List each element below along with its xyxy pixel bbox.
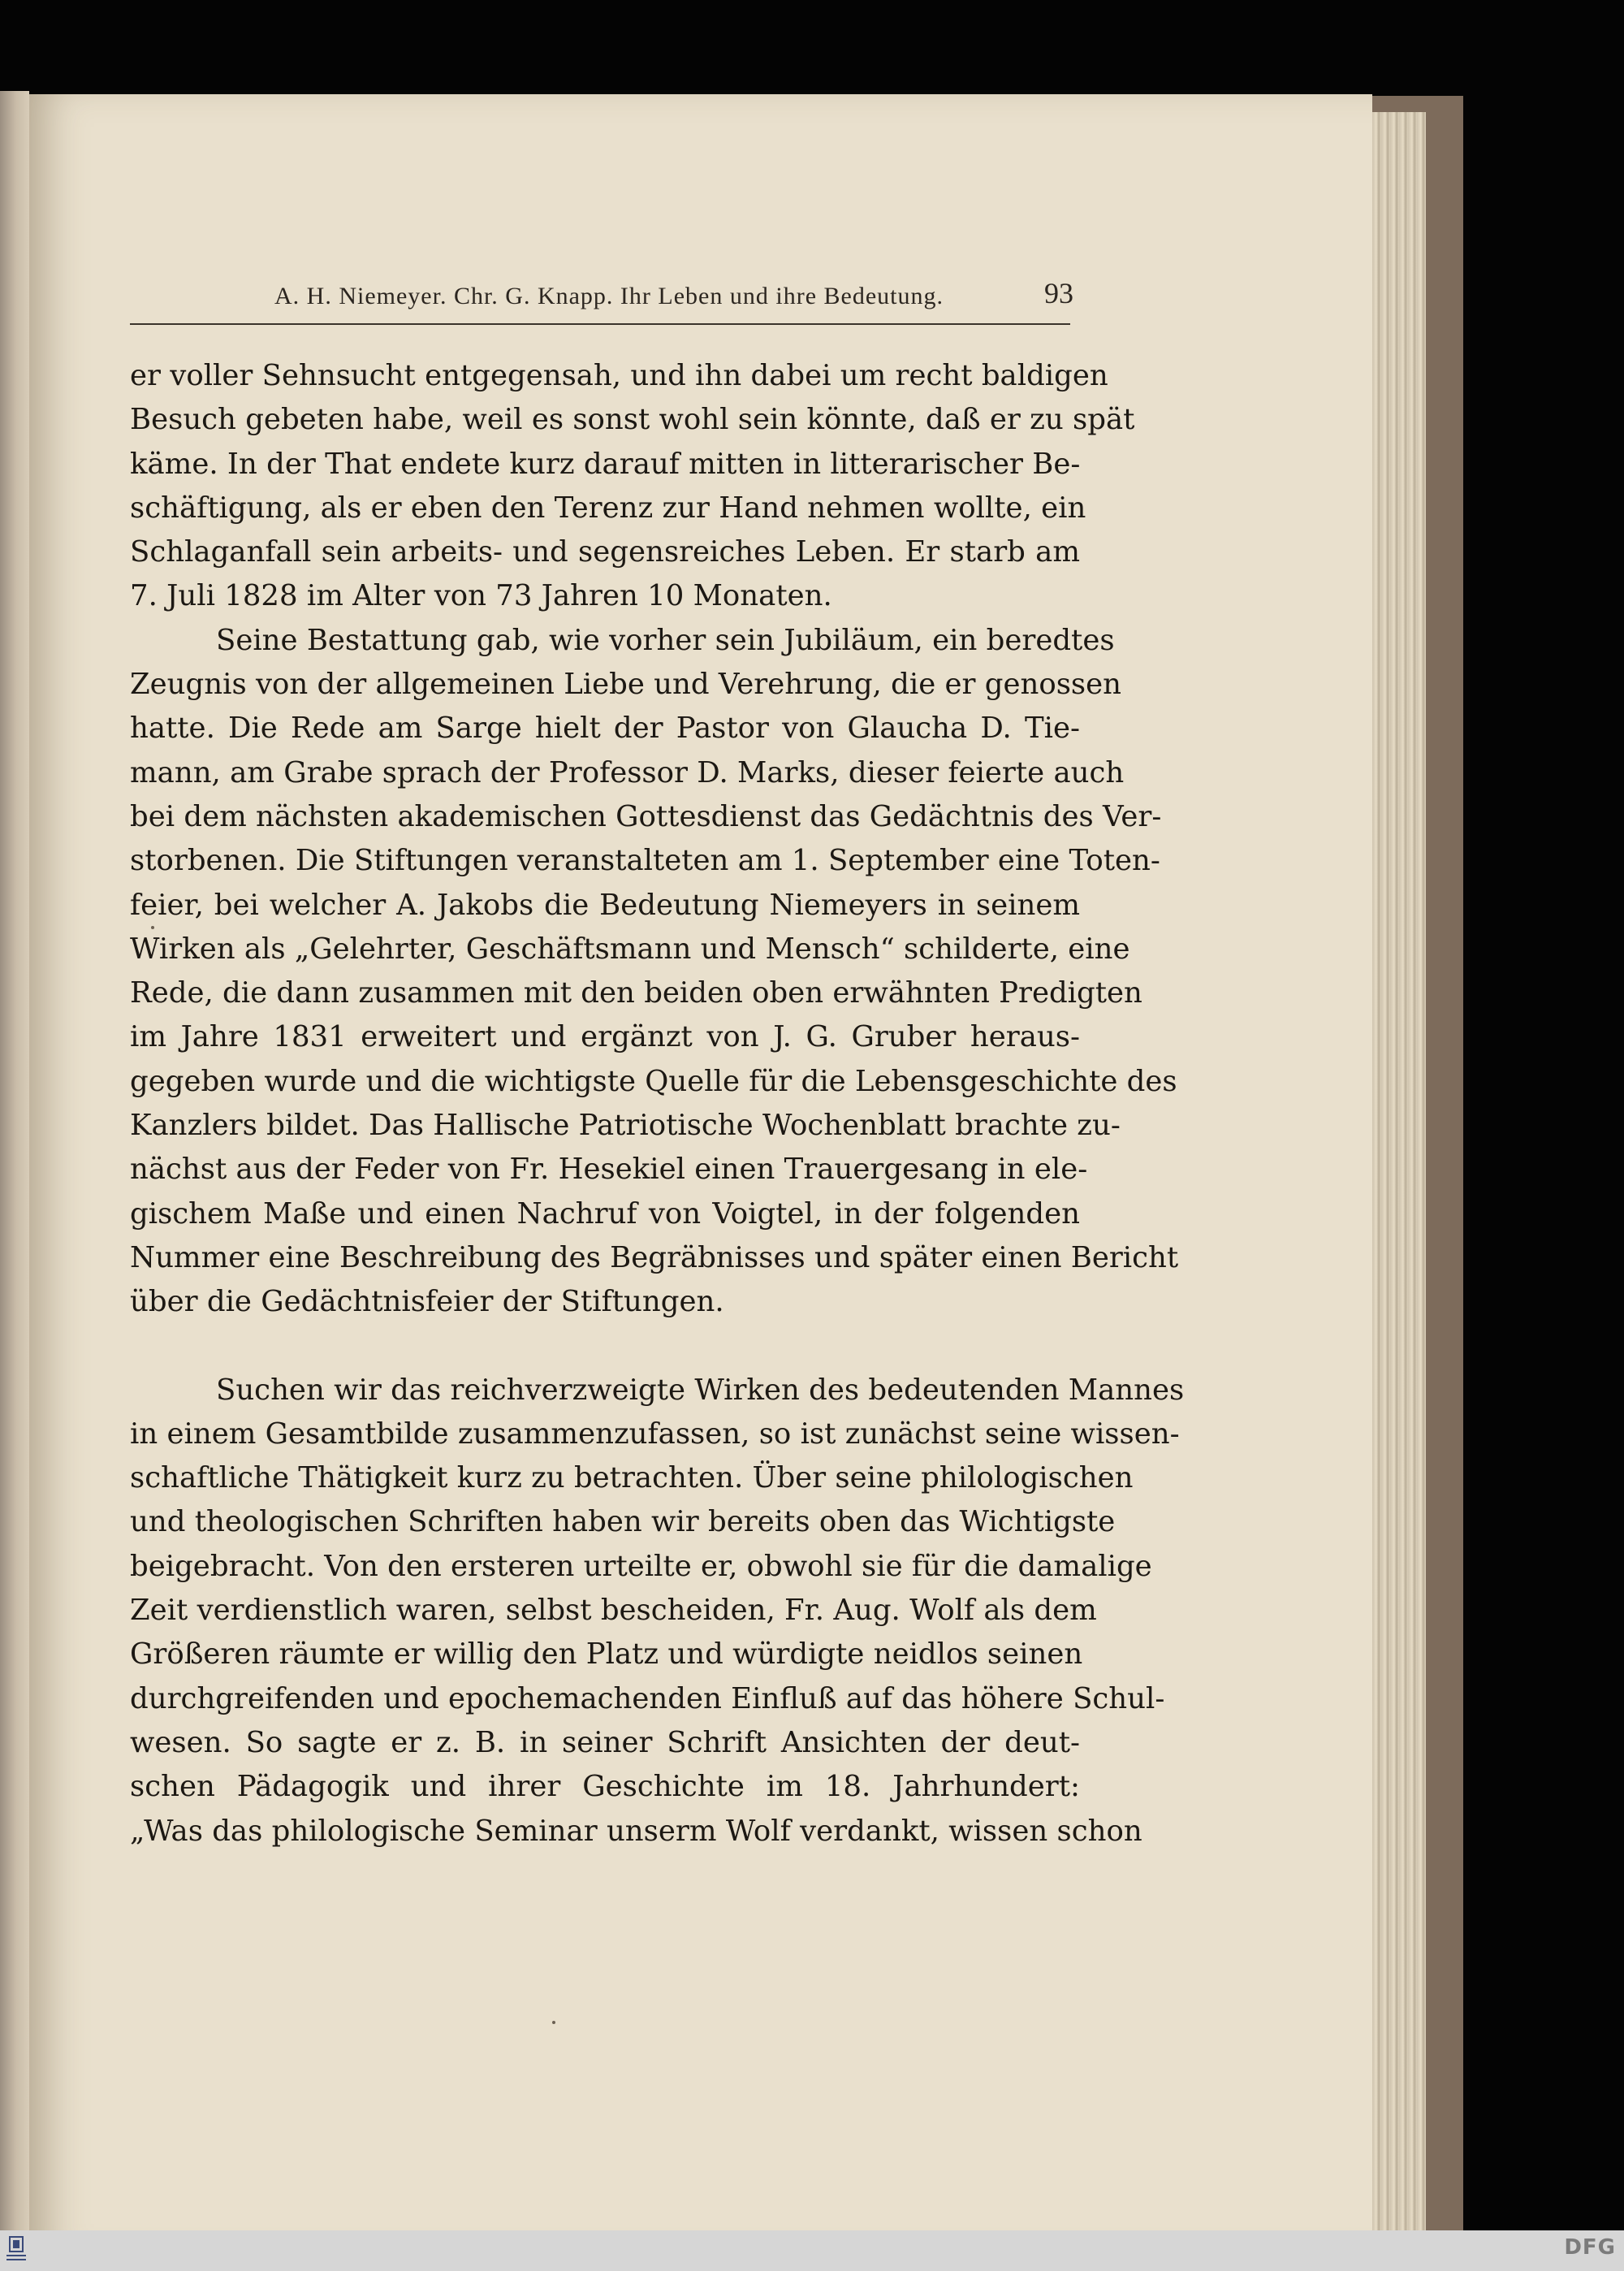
text-line: Wirken als „Gelehrter, Geschäftsmann und Mensch“ schilderte, eine — [130, 932, 1130, 966]
viewer-footer-bar — [0, 2230, 1624, 2271]
text-line: Schlaganfall sein arbeits- und segensreiches Leben. Er starb am — [130, 535, 1080, 569]
text-line: käme. In der That endete kurz darauf mitten in litterarischer Be- — [130, 447, 1081, 481]
page-edges — [1372, 112, 1426, 2248]
text-line: „Was das philologische Seminar unserm Wolf verdankt, wissen schon — [130, 1814, 1142, 1848]
text-line: schaftliche Thätigkeit kurz zu betrachten. Über seine philologischen — [130, 1461, 1134, 1495]
paragraph — [130, 1369, 1185, 1854]
facing-page-edge — [0, 91, 29, 2261]
text-line: Zeugnis von der allgemeinen Liebe und Verehrung, die er genossen — [130, 668, 1122, 702]
text-line: wesen. So sagte er z. B. in seiner Schrift Ansichten der deut- — [130, 1725, 1080, 1759]
text-line: gegeben wurde und die wichtigste Quelle für die Lebensgeschichte des — [130, 1064, 1177, 1098]
text-line: Rede, die dann zusammen mit den beiden oben erwähnten Predigten — [130, 976, 1142, 1010]
text-line: schäftigung, als er eben den Terenz zur Hand nehmen wollte, ein — [130, 491, 1086, 525]
text-line: beigebracht. Von den ersteren urteilte er, obwohl sie für die damalige — [130, 1549, 1152, 1583]
body-text — [130, 354, 1185, 1854]
text-line: durchgreifenden und epochemachenden Einfluß auf das höhere Schul- — [130, 1681, 1165, 1715]
text-line: hatte. Die Rede am Sarge hielt der Pastor von Glaucha D. Tie- — [130, 712, 1080, 746]
paper-speck — [552, 2021, 555, 2024]
library-logo-icon — [5, 2234, 28, 2266]
text-line: Suchen wir das reichverzweigte Wirken des bedeutenden Mannes — [216, 1373, 1185, 1407]
page-number: 93 — [1044, 277, 1073, 309]
text-line: feier, bei welcher A. Jakobs die Bedeutung Niemeyers in seinem — [130, 888, 1080, 922]
text-line: er voller Sehnsucht entgegensah, und ihn dabei um recht baldigen — [130, 359, 1108, 392]
text-line: mann, am Grabe sprach der Professor D. Marks, dieser feierte auch — [130, 755, 1125, 789]
text-line: Nummer eine Beschreibung des Begräbnisses und später einen Bericht — [130, 1240, 1179, 1274]
text-line: Seine Bestattung gab, wie vorher sein Jubiläum, ein beredtes — [216, 623, 1115, 657]
text-line: Zeit verdienstlich waren, selbst bescheiden, Fr. Aug. Wolf als dem — [130, 1594, 1097, 1628]
paragraph-gap — [130, 1325, 1080, 1369]
running-head: A. H. Niemeyer. Chr. G. Knapp. Ihr Leben und ihre Bedeutung. — [274, 283, 944, 309]
text-line: gischem Maße und einen Nachruf von Voigtel, in der folgenden — [130, 1196, 1080, 1231]
text-line: Kanzlers bildet. Das Hallische Patriotische Wochenblatt brachte zu- — [130, 1109, 1121, 1143]
text-line: bei dem nächsten akademischen Gottesdienst das Gedächtnis des Ver- — [130, 799, 1162, 833]
paragraph — [130, 354, 1135, 619]
text-line: im Jahre 1831 erweitert und ergänzt von J. G. Gruber heraus- — [130, 1020, 1080, 1054]
text-line: nächst aus der Feder von Fr. Hesekiel einen Trauergesang in ele- — [130, 1153, 1088, 1187]
text-line: storbenen. Die Stiftungen veranstalteten am 1. September eine Toten- — [130, 844, 1160, 878]
paper-speck — [151, 926, 154, 929]
text-line: in einem Gesamtbilde zusammenzufassen, so ist zunächst seine wissen- — [130, 1417, 1180, 1451]
text-line: über die Gedächtnisfeier der Stiftungen. — [130, 1285, 724, 1319]
text-line: Besuch gebeten habe, weil es sonst wohl sein könnte, daß er zu spät — [130, 403, 1135, 437]
dfg-logo: DFG — [1564, 2235, 1616, 2260]
text-line: schen Pädagogik und ihrer Geschichte im 18. Jahrhundert: — [130, 1770, 1080, 1804]
text-line: 7. Juli 1828 im Alter von 73 Jahren 10 Monaten. — [130, 579, 832, 613]
text-line: und theologischen Schriften haben wir bereits oben das Wichtigste — [130, 1505, 1116, 1539]
paragraph — [130, 619, 1179, 1325]
text-line: Größeren räumte er willig den Platz und würdigte neidlos seinen — [130, 1637, 1083, 1672]
header-rule — [130, 323, 1070, 325]
